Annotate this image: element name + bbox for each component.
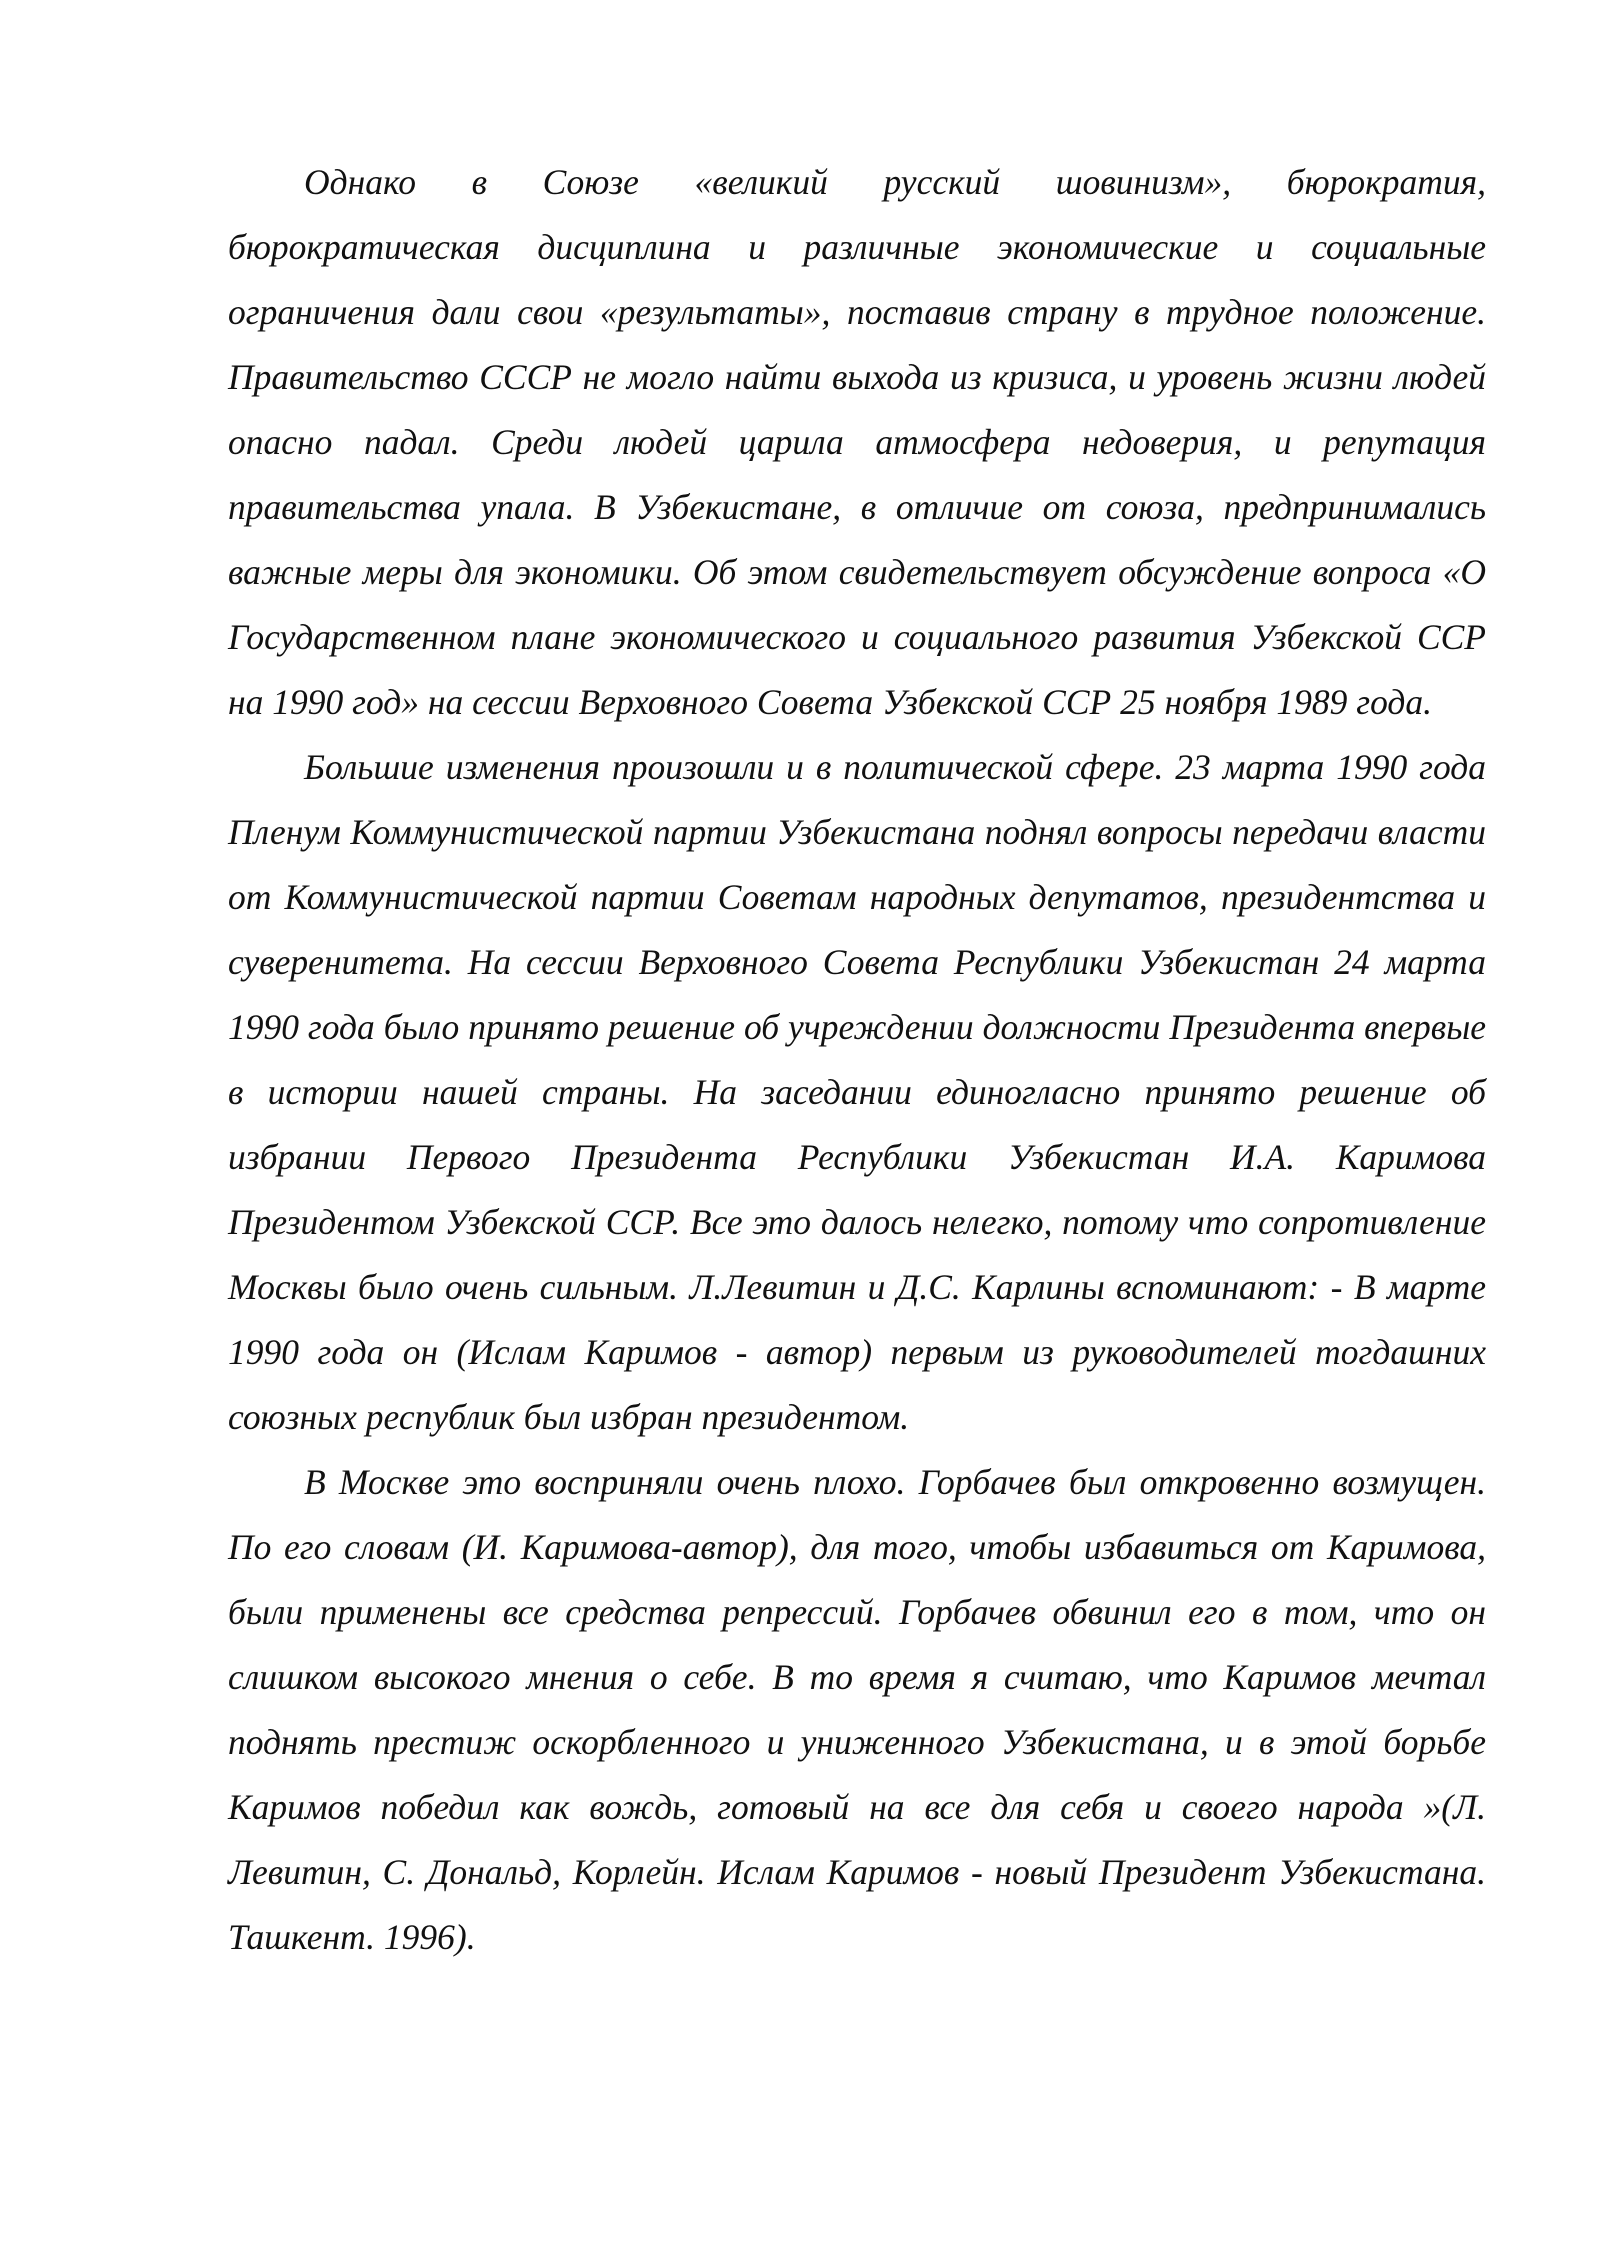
document-page <box>228 150 1486 1970</box>
paragraph-1: Однако в Союзе «великий русский шовинизм», бюрократия, бюрократическая дисциплина и различные экономические и социальные ограничения дали свои «результаты», поставив страну в трудное положение. Правительство СССР не могло найти выхода из кризиса, и уровень жизни людей опасно падал. Среди людей царила атмосфера недоверия, и репутация правительства упала. В Узбекистане, в отличие от союза, предпринимались важные меры для экономики. Об этом свидетельствует обсуждение вопроса «О Государственном плане экономического и социального развития Узбекской ССР на 1990 год» на сессии Верховного Совета Узбекской ССР 25 ноября 1989 года. <box>228 162 1486 722</box>
paragraph-3: В Москве это восприняли очень плохо. Горбачев был откровенно возмущен. По его словам (И. Каримова-автор), для того, чтобы избавиться от Каримова, были применены все средства репрессий. Горбачев обвинил его в том, что он слишком высокого мнения о себе. В то время я считаю, что Каримов мечтал поднять престиж оскорбленного и униженного Узбекистана, и в этой борьбе Каримов победил как вождь, готовый на все для себя и своего народа »(Л. Левитин, С. Дональд, Корлейн. Ислам Каримов - новый Президент Узбекистана. Ташкент. 1996). <box>228 1462 1486 1957</box>
paragraph-2: Большие изменения произошли и в политической сфере. 23 марта 1990 года Пленум Коммунистической партии Узбекистана поднял вопросы передачи власти от Коммунистической партии Советам народных депутатов, президентства и суверенитета. На сессии Верховного Совета Республики Узбекистан 24 марта 1990 года было принято решение об учреждении должности Президента впервые в истории нашей страны. На заседании единогласно принято решение об избрании Первого Президента Республики Узбекистан И.А. Каримова Президентом Узбекской ССР. Все это далось нелегко, потому что сопротивление Москвы было очень сильным. Л.Левитин и Д.С. Карлины вспоминают: - В марте 1990 года он (Ислам Каримов - автор) первым из руководителей тогдашних союзных республик был избран президентом. <box>228 747 1486 1437</box>
